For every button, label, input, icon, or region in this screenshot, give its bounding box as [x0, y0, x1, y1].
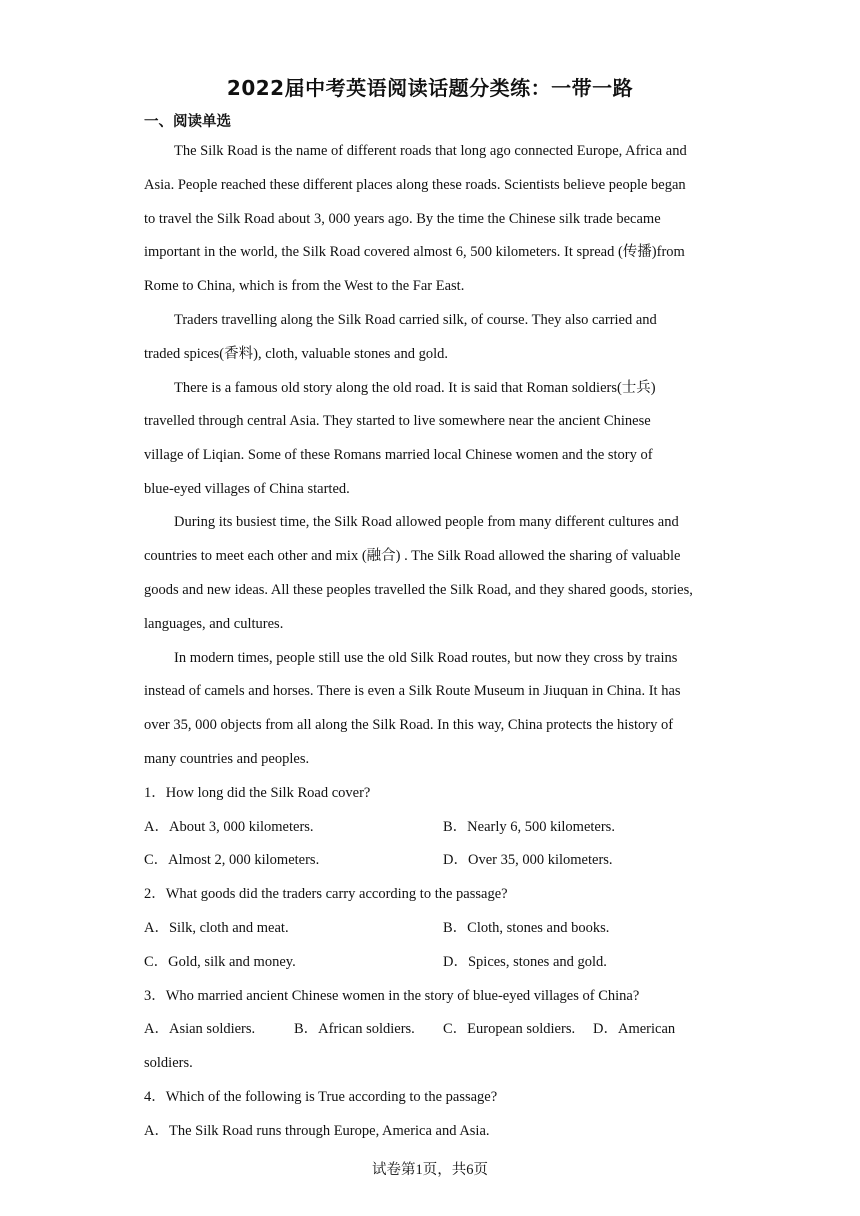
question-3-option-c[interactable]: C．European soldiers. — [443, 1021, 576, 1037]
question-4-option-a[interactable]: A．The Silk Road runs through Europe, America and Asia. — [144, 1123, 490, 1139]
passage-line: In modern times, people still use the old Silk Road routes, but now they cross by trains — [174, 650, 678, 666]
passage-line: goods and new ideas. All these peoples travelled the Silk Road, and they shared goods, stories, — [144, 582, 693, 598]
passage-line: Rome to China, which is from the West to the Far East. — [144, 278, 465, 294]
question-1-option-a[interactable]: A．About 3, 000 kilometers. — [144, 819, 314, 835]
question-3-option-a[interactable]: A．Asian soldiers. — [144, 1021, 256, 1037]
page-title: 2022届中考英语阅读话题分类练：一带一路 — [226, 76, 634, 100]
passage-line: over 35, 000 objects from all along the Silk Road. In this way, China protects the history of — [144, 717, 674, 733]
question-3-option-d[interactable]: D．American — [593, 1021, 676, 1037]
question-3-stem: 3．Who married ancient Chinese women in the story of blue-eyed villages of China? — [144, 988, 640, 1004]
passage-line: village of Liqian. Some of these Romans married local Chinese women and the story of — [144, 447, 653, 463]
passage-line: travelled through central Asia. They started to live somewhere near the ancient Chinese — [144, 413, 651, 429]
passage-line: to travel the Silk Road about 3, 000 years ago. By the time the Chinese silk trade became — [144, 211, 661, 227]
passage-line: blue-eyed villages of China started. — [144, 481, 350, 497]
question-3-option-d-continued[interactable]: soldiers. — [144, 1055, 193, 1071]
question-2-option-b[interactable]: B．Cloth, stones and books. — [443, 920, 610, 936]
passage-line: traded spices(香料), cloth, valuable stones and gold. — [144, 346, 449, 362]
question-3-option-b[interactable]: B．African soldiers. — [294, 1021, 415, 1037]
page-footer: 试卷第1页，共6页 — [372, 1162, 488, 1178]
question-1-option-b[interactable]: B．Nearly 6, 500 kilometers. — [443, 819, 615, 835]
passage-line: many countries and peoples. — [144, 751, 310, 767]
question-1-stem: 1．How long did the Silk Road cover? — [144, 785, 371, 801]
question-2-option-a[interactable]: A．Silk, cloth and meat. — [144, 920, 289, 936]
passage-line: languages, and cultures. — [144, 616, 284, 632]
question-2-option-d[interactable]: D．Spices, stones and gold. — [443, 954, 607, 970]
question-1-option-c[interactable]: C．Almost 2, 000 kilometers. — [144, 852, 320, 868]
passage-line: There is a famous old story along the old road. It is said that Roman soldiers(士兵) — [174, 380, 656, 396]
passage-line: important in the world, the Silk Road covered almost 6, 500 kilometers. It spread (传播)from — [144, 244, 685, 260]
passage-line: During its busiest time, the Silk Road allowed people from many different cultures and — [174, 514, 679, 530]
passage-line: instead of camels and horses. There is even a Silk Route Museum in Jiuquan in China. It has — [144, 683, 681, 699]
question-4-stem: 4．Which of the following is True according to the passage? — [144, 1089, 498, 1105]
passage-line: Traders travelling along the Silk Road carried silk, of course. They also carried and — [174, 312, 657, 328]
passage-line: Asia. People reached these different places along these roads. Scientists believe people began — [144, 177, 686, 193]
passage-line: countries to meet each other and mix (融合) . The Silk Road allowed the sharing of valuable — [144, 548, 681, 564]
question-1-option-d[interactable]: D．Over 35, 000 kilometers. — [443, 852, 613, 868]
question-2-stem: 2．What goods did the traders carry according to the passage? — [144, 886, 508, 902]
section-heading: 一、阅读单选 — [144, 114, 231, 130]
question-2-option-c[interactable]: C．Gold, silk and money. — [144, 954, 296, 970]
passage-line: The Silk Road is the name of different roads that long ago connected Europe, Africa and — [174, 143, 687, 159]
